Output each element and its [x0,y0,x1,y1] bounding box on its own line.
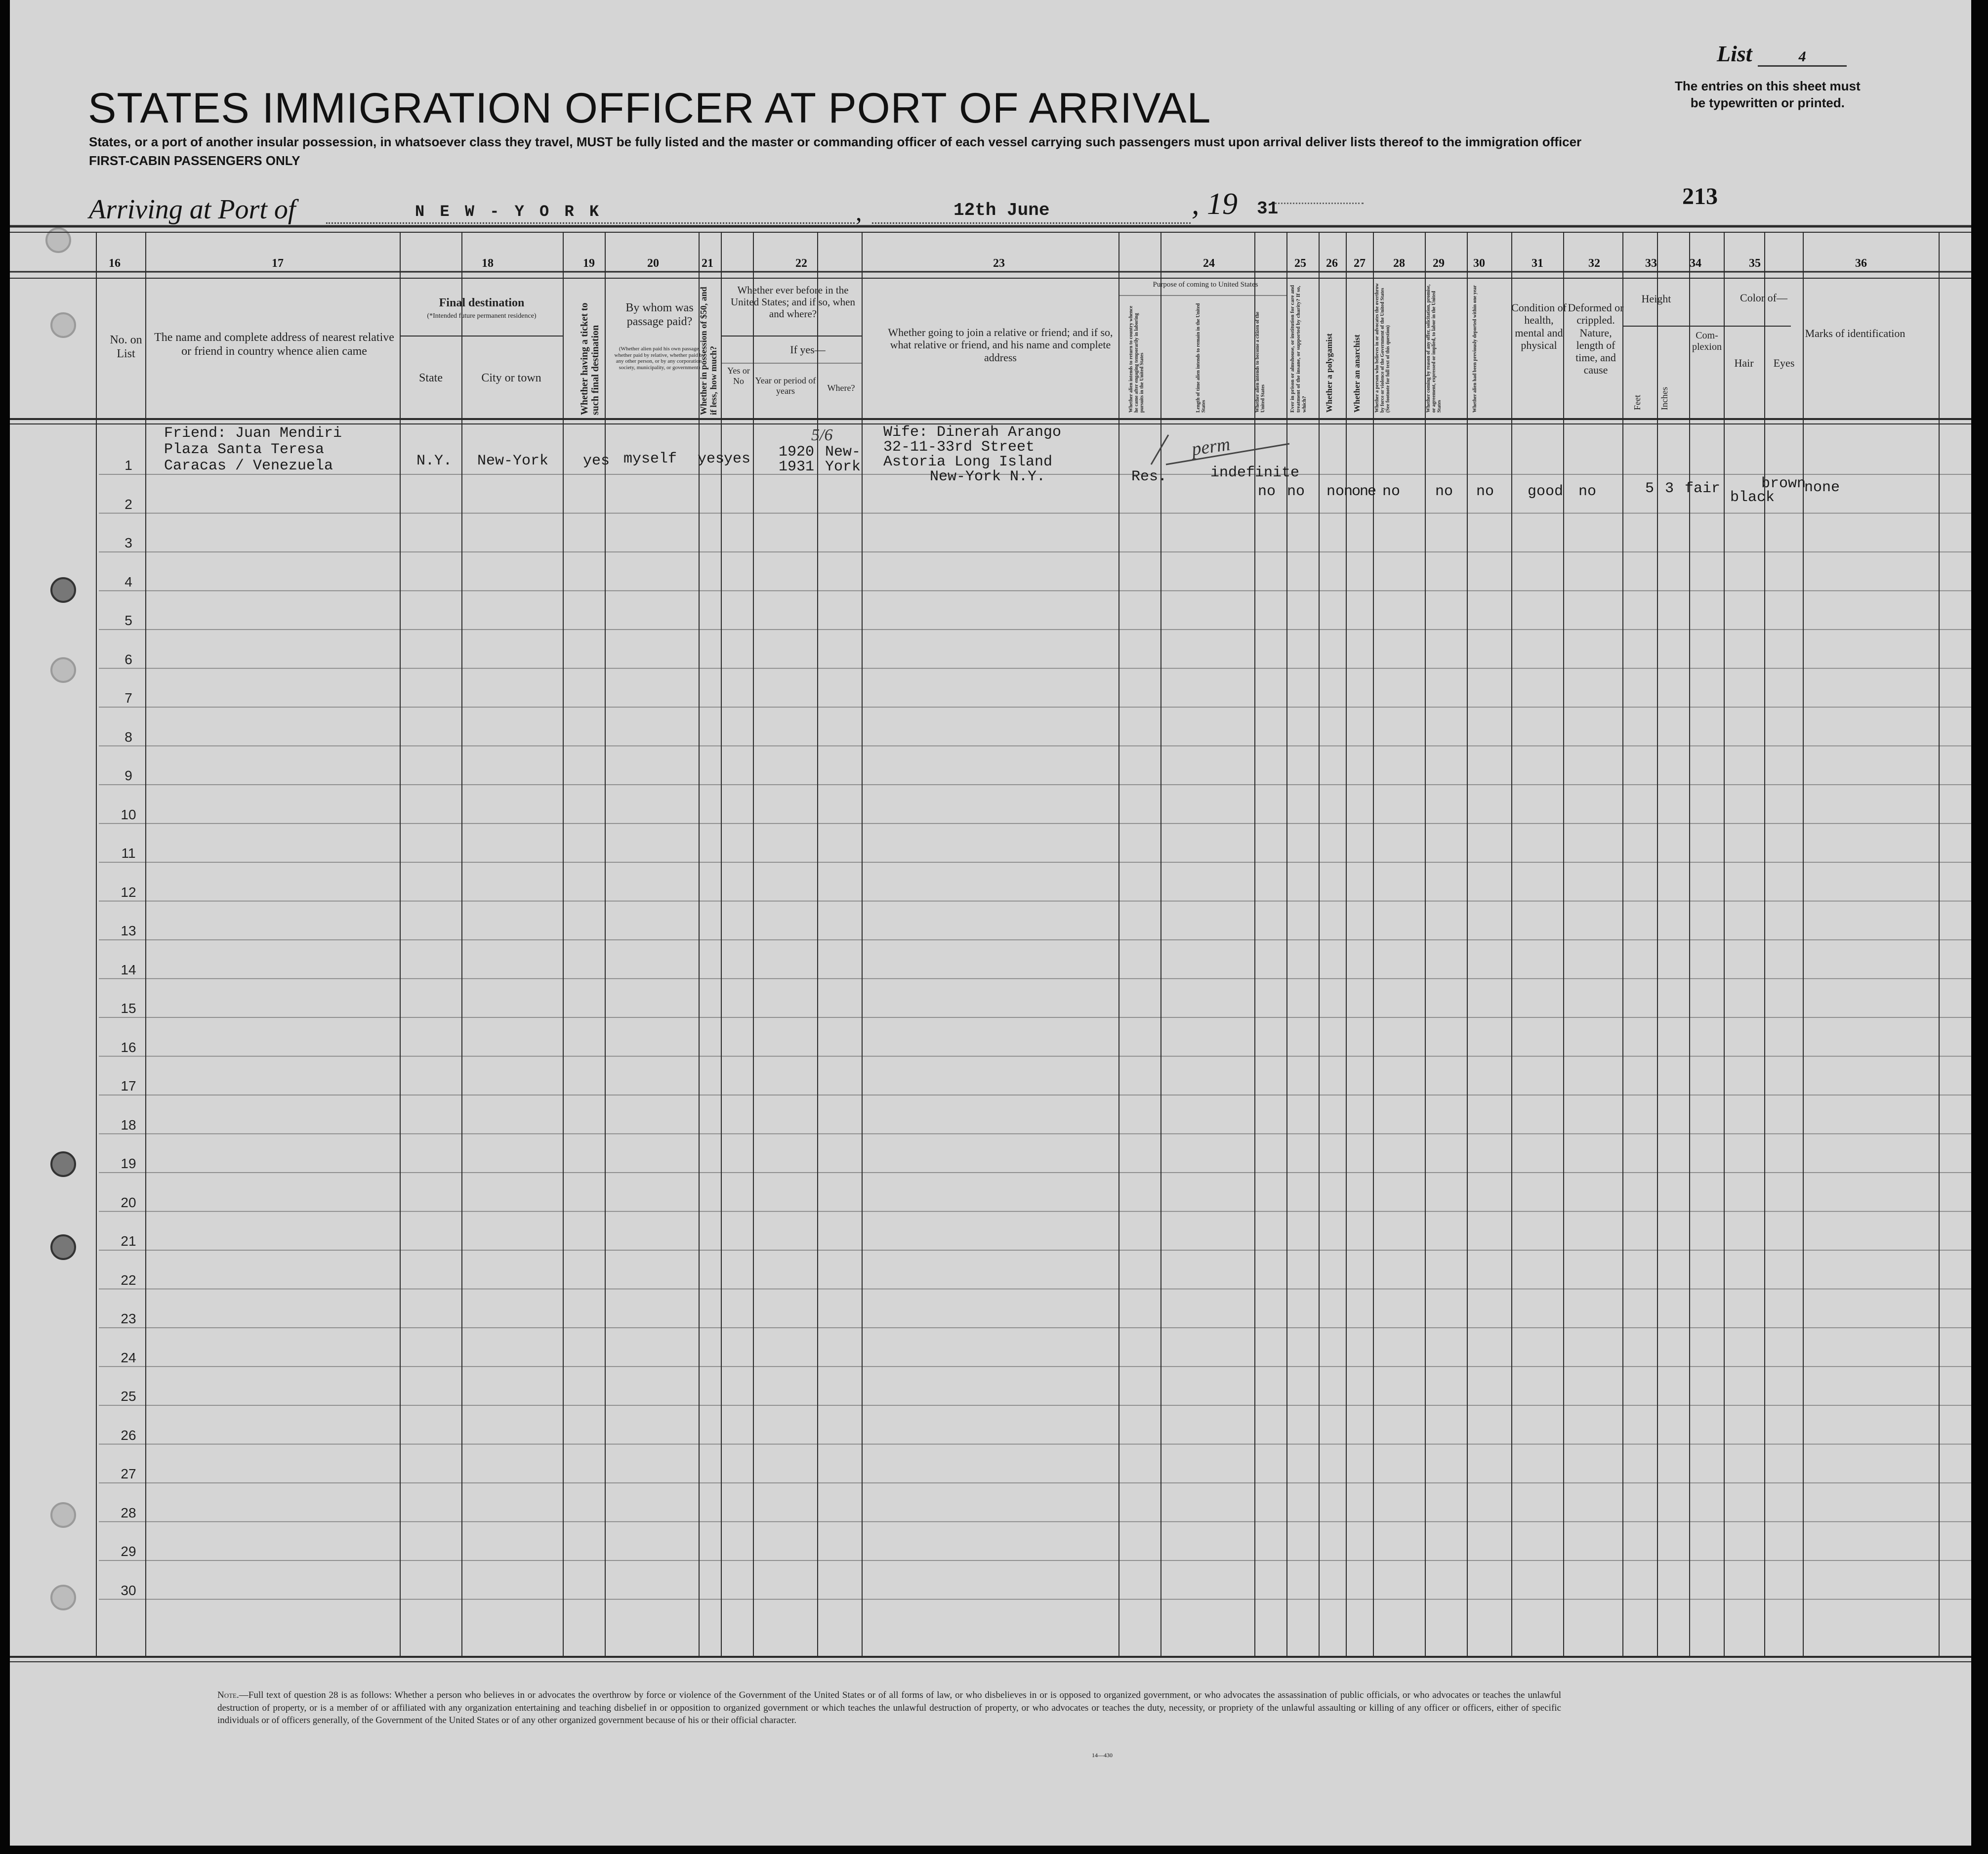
header-where: Where? [827,383,855,393]
entry-ticket: yes [583,453,610,469]
row-number: 3 [124,535,132,550]
header-health: Condition of health, mental and physical [1511,301,1567,351]
header-join-relative: Whether going to join a relative or friend; and if so, what relative or friend, and his name and complete address [888,326,1113,364]
column-number: 36 [1855,257,1867,270]
entry-deformed: no [1578,483,1597,500]
row-number: 27 [121,1466,136,1481]
sheet-number: 213 [1682,183,1718,210]
entry-length: indefinite [1210,464,1300,481]
header-purpose-a: Whether alien intends to return to country whence he came after engaging temporarily in laboring pursuits in the United States [1128,305,1145,413]
header-if-yes: If yes— [790,343,826,356]
year-suffix: 31 [1257,199,1279,219]
row-number: 8 [124,729,132,745]
row-number: 10 [121,806,136,822]
entry-join-3: Astoria Long Island [883,454,1053,470]
header-before-in-us: Whether ever before in the United States; and if so, when and where? [731,284,855,320]
header-nearest-relative: The name and complete address of nearest relative or friend in country whence alien came [154,331,394,358]
row-number: 28 [121,1505,136,1520]
header-ticket: Whether having a ticket to such final destination [579,302,601,415]
column-number: 29 [1433,257,1445,270]
row-number: 13 [121,923,136,938]
row-number: 22 [121,1272,136,1288]
row-number: 26 [121,1427,136,1443]
row-number: 9 [124,768,132,783]
list-value: 4 [1758,48,1847,67]
entry-years: 1920 1931 [779,444,815,475]
entry-join-1: Wife: Dinerah Arango [883,424,1062,441]
column-number: 30 [1473,257,1485,270]
column-number: 32 [1588,257,1600,270]
header-purpose-c: Whether alien intends to become a citizen of the United States [1255,311,1266,413]
row-number: 18 [121,1117,136,1133]
year-prefix-text: 19 [1207,187,1238,221]
column-number: 23 [993,257,1005,270]
page-subtitle: States, or a port of another insular possession, in whatsoever class they travel, MUST be fully listed and the master or commanding officer of each vessel carrying such passengers must upon arrival deliver lists thereof to the immigration officer [89,134,1582,149]
row-number: 16 [121,1039,136,1055]
header-year-period: Year or period of years [755,376,816,396]
header-purpose-b: Length of time alien intends to remain in the United States [1196,303,1206,413]
list-label: List [1717,41,1752,66]
header-complexion: Com-plexion [1692,330,1722,352]
entry-hair: black [1730,489,1775,506]
row-number: 29 [121,1544,136,1559]
column-number: 17 [272,257,284,270]
header-city: City or town [481,372,541,384]
manifest-sheet [10,0,1971,1846]
header-purpose: Purpose of coming to United States [1153,281,1258,289]
column-number: 28 [1393,257,1405,270]
column-number: 16 [109,257,121,270]
column-number: 25 [1294,257,1306,270]
column-number: 27 [1354,257,1366,270]
entry-handwritten-purpose: perm [1190,433,1232,460]
entry-complexion: fair [1685,480,1721,497]
row-number: 15 [121,1001,136,1016]
row-number: 19 [121,1156,136,1171]
instruction-line: The entries on this sheet must [1675,79,1861,93]
header-height: Height [1641,293,1671,305]
row-number: 12 [121,884,136,900]
column-number: 20 [647,257,659,270]
entry-where: New- York [825,444,861,475]
column-number: 33 [1645,257,1657,270]
row-number: 24 [121,1349,136,1365]
column-number: 35 [1749,257,1761,270]
header-final-destination: Final destination [439,296,525,309]
header-polygamist: Whether a polygamist [1325,333,1334,413]
entry-overthrow: no [1382,483,1401,500]
entry-before: yes [724,451,751,467]
entry-passage: myself [623,451,677,467]
row-number: 2 [124,496,132,512]
entry-handwritten-fraction: 5/6 [811,426,833,444]
header-fifty-dollars: Whether in possession of $50, and if less, how much? [699,287,718,415]
column-number: 31 [1532,257,1543,270]
row-number: 5 [124,613,132,628]
entry-health: good [1528,483,1564,500]
column-number: 26 [1326,257,1338,270]
header-inches: Inches [1659,387,1669,410]
entry-join-2: 32-11-33rd Street [883,439,1035,456]
header-eyes: Eyes [1773,357,1795,369]
row-number: 7 [124,690,132,706]
port-value: N E W - Y O R K [415,203,602,221]
header-hair: Hair [1734,357,1754,369]
header-contract: Whether coming by reason of any offer, solicitation, promise, or agreement, expressed or implied, to labor in the United States [1426,284,1442,413]
header-deformed: Deformed or crippled. Nature, length of time, and cause [1568,301,1624,377]
entry-feet: 5 [1645,480,1655,497]
comma: , [856,198,862,226]
header-overthrow: Whether a person who believes in or advocates the overthrow by force or violence of the Government of the United States (See footnote for full text of this question) [1374,283,1391,413]
arrival-date: 12th June [953,200,1050,220]
header-color-of: Color of— [1740,292,1787,304]
header-marks: Marks of identification [1805,327,1905,339]
column-number: 18 [482,257,494,270]
instruction-line: be typewritten or printed. [1690,95,1845,110]
header-anarchist: Whether an anarchist [1352,334,1362,413]
page-title: STATES IMMIGRATION OFFICER AT PORT OF ARRIVAL [88,84,1211,132]
header-passage-paid-note: (Whether alien paid his own passage, whether paid by relative, whether paid by any other person, or by any corporation, society, municipality, or government) [614,346,705,371]
row-number: 6 [124,651,132,667]
row-number: 4 [124,574,132,590]
entry-relative-1: Friend: Juan Mendiri [164,425,342,442]
form-number: 14—430 [1092,1752,1113,1759]
entry-polygamist: no [1326,483,1345,500]
entry-citizen: no [1258,483,1276,500]
footnote-text: —Full text of question 28 is as follows: Whether a person who believes in or advocates the overthrow by force or violence of the Government of the United States or of all forms of law, or who disbelieves in or is opposed to organized government, or who advocates the assassination of public officials, or who advocates or teaches the unlawful destruction of property, or is a member of or affiliated with any organization entertaining and teaching disbelief in or opposition to organized government or which teaches the unlawful destruction of property, or who advocates or teaches the duty, necessity, or propriety of the unlawful assaulting or killing of any officer or officers, either of specific individuals or of officers generally, of the Government of the United States or of any other organized government because of his or their official character. [217,1690,1561,1726]
entry-city: New-York [477,453,549,469]
table-grid [10,0,1971,1846]
comma: , [1192,187,1207,221]
entry-relative-3: Caracas / Venezuela [164,458,333,474]
row-number: 11 [121,845,136,861]
entry-anarchist: none [1344,483,1376,500]
column-number: 34 [1690,257,1701,270]
row-number: 14 [121,962,136,977]
entry-state: N.Y. [416,453,453,469]
column-number: 22 [795,257,807,270]
entry-join-4: New-York N.Y. [930,468,1046,485]
entry-relative-2: Plaza Santa Teresa [164,441,325,458]
entry-inches: 3 [1665,480,1674,497]
header-final-destination-note: (*Intended future permanent residence) [427,312,537,320]
entry-fifty: yes [698,451,725,467]
header-passage-paid: By whom was passage paid? [625,301,694,328]
row-number: 23 [121,1311,136,1326]
entry-eyes: brown [1761,475,1806,492]
footnote-lead: Note. [217,1690,239,1700]
header-yes-or-no: Yes or No [727,366,750,386]
row-number: 21 [121,1233,136,1249]
row-number: 20 [121,1194,136,1210]
header-state: State [419,372,443,384]
entry-contract: no [1435,483,1453,500]
row-number: 1 [124,458,132,473]
header-no-on-list: No. on List [110,334,142,360]
row-number: 25 [121,1389,136,1404]
column-number: 24 [1203,257,1215,270]
row-number: 17 [121,1078,136,1094]
header-feet: Feet [1632,395,1642,410]
header-deported: Whether alien had been previously deported within one year [1472,285,1478,413]
entry-purpose: Res. [1131,468,1167,485]
row-number: 30 [121,1582,136,1598]
column-number: 19 [583,257,595,270]
class-note: FIRST-CABIN PASSENGERS ONLY [89,153,300,168]
arriving-label: Arriving at Port of [89,194,296,225]
entry-prison: no [1287,483,1305,500]
entry-deported: no [1476,483,1494,500]
column-number: 21 [702,257,713,270]
footnote [217,1689,1561,1727]
header-prison: Ever in prison or almshouse, or institution for care and treatment of the insane, or supported by charity? If so, which? [1289,285,1308,413]
entry-marks: none [1804,479,1840,496]
